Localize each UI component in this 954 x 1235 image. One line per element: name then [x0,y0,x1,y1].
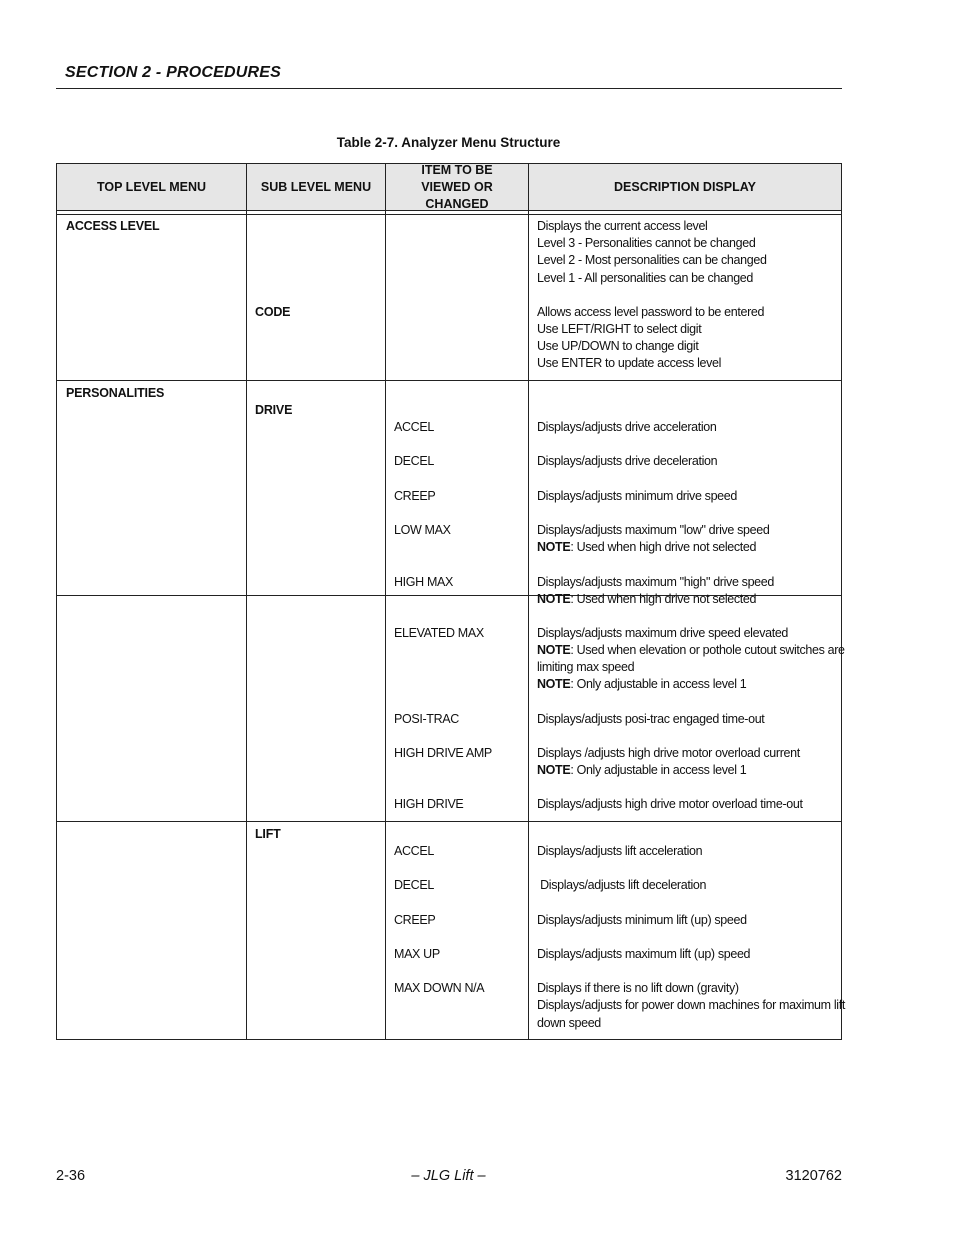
note-text: : Used when high drive not selected [570,592,757,606]
row-divider [57,821,841,822]
description-line: Displays/adjusts lift acceleration [537,844,703,858]
row-divider [57,380,841,381]
note-text: : Used when high drive not selected [570,540,757,554]
note-line [537,539,756,556]
description-line: Displays/adjusts high drive motor overload time-out [537,797,803,811]
item-drive-high-max: HIGH MAX [394,575,454,589]
description-line: down speed [537,1016,601,1030]
item-lift-accel: ACCEL [394,844,434,858]
submenu-drive: DRIVE [255,403,293,417]
description-line: Displays/adjusts maximum drive speed elevated [537,626,789,640]
note-text: : Used when elevation or pothole cutout switches are [570,643,845,657]
description-line: Level 3 - Personalities cannot be changed [537,236,756,250]
note-line [537,591,756,608]
description-line: Level 2 - Most personalities can be changed [537,253,767,267]
description-line: Displays/adjusts minimum drive speed [537,489,737,503]
description-line: Displays/adjusts drive deceleration [537,454,718,468]
column-divider [385,164,386,1039]
item-drive-elevated-max: ELEVATED MAX [394,626,484,640]
description-line: Displays/adjusts maximum "low" drive speed [537,523,770,537]
note-line [537,642,845,659]
description-line: Use ENTER to update access level [537,356,722,370]
note-label: NOTE [537,540,571,554]
description-line: Displays/adjusts minimum lift (up) speed [537,913,747,927]
header-rule-2 [57,214,841,215]
note-text: : Only adjustable in access level 1 [570,677,747,691]
item-lift-max-up: MAX UP [394,947,440,961]
note-label: NOTE [537,677,571,691]
header-rule [56,88,842,89]
column-header-top-level: TOP LEVEL MENU [96,179,207,194]
page-number: 2-36 [56,1168,86,1184]
item-lift-decel: DECEL [394,878,434,892]
description-line: Use UP/DOWN to change digit [537,339,699,353]
item-drive-posi-trac: POSI-TRAC [394,712,459,726]
description-line: Displays /adjusts high drive motor overload current [537,746,800,760]
column-header-sub-level: SUB LEVEL MENU [260,179,372,194]
note-line [537,676,746,693]
item-drive-high-drive-amp: HIGH DRIVE AMP [394,746,492,760]
description-line: Displays/adjusts maximum "high" drive speed [537,575,774,589]
note-label: NOTE [537,643,571,657]
table-title: Table 2-7. Analyzer Menu Structure [336,135,561,150]
section-title: SECTION 2 - PROCEDURES [65,64,281,81]
submenu-lift: LIFT [255,827,281,841]
description-line: Displays if there is no lift down (gravity) [537,981,739,995]
description-line: Displays/adjusts posi-trac engaged time-out [537,712,765,726]
analyzer-menu-table [56,162,845,1040]
description-line: Use LEFT/RIGHT to select digit [537,322,702,336]
column-header-item: ITEM TO BE VIEWED OR CHANGED [421,162,493,211]
column-divider [528,164,529,1039]
description-line: Level 1 - All personalities can be changed [537,271,754,285]
note-continuation: limiting max speed [537,660,635,674]
submenu-code: CODE [255,305,291,319]
description-line: Displays/adjusts for power down machines for maximum lift [537,998,845,1012]
note-label: NOTE [537,592,571,606]
description-line: Allows access level password to be entered [537,305,765,319]
footer-center: – JLG Lift – [411,1168,486,1184]
note-line [537,762,746,779]
item-lift-creep: CREEP [394,913,436,927]
document-number: 3120762 [785,1168,842,1184]
description-line: Displays the current access level [537,219,708,233]
menu-personalities: PERSONALITIES [66,386,165,400]
item-drive-creep: CREEP [394,489,436,503]
column-divider [246,164,247,1039]
item-drive-low-max: LOW MAX [394,523,451,537]
column-header-description: DESCRIPTION DISPLAY [614,179,756,194]
description-line: Displays/adjusts maximum lift (up) speed [537,947,751,961]
note-text: : Only adjustable in access level 1 [570,763,747,777]
menu-access-level: ACCESS LEVEL [66,219,160,233]
item-drive-high-drive: HIGH DRIVE [394,797,464,811]
item-drive-accel: ACCEL [394,420,434,434]
item-drive-decel: DECEL [394,454,434,468]
item-lift-max-down: MAX DOWN N/A [394,981,485,995]
description-line: Displays/adjusts lift deceleration [537,878,707,892]
description-line: Displays/adjusts drive acceleration [537,420,717,434]
note-label: NOTE [537,763,571,777]
